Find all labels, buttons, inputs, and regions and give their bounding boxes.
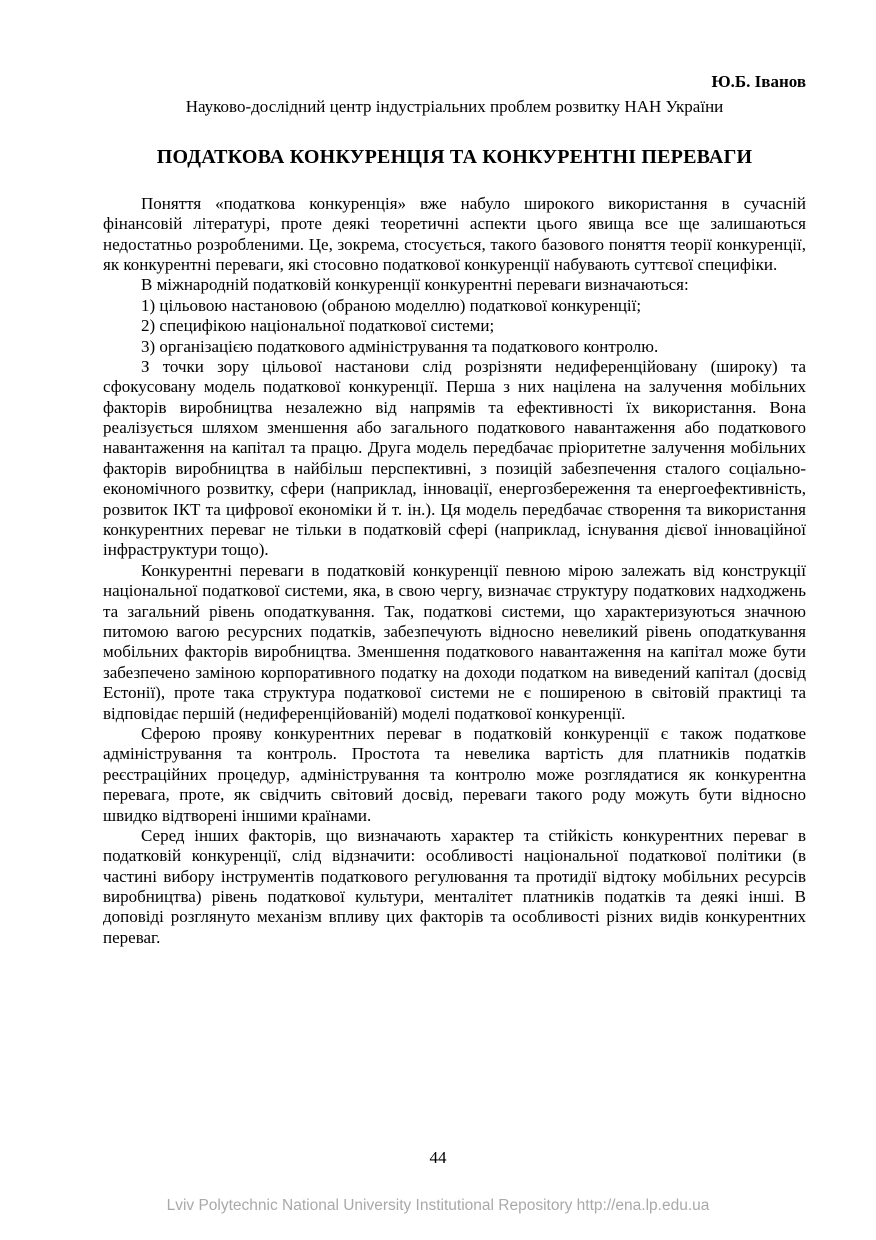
page-number: 44: [429, 1147, 447, 1167]
paragraph: Конкурентні переваги в податковій конкуренції певною мірою залежать від конструкції національної податкової системи, яка, в свою чергу, визначає структуру податкових надходжень та загальний рівень оподаткування. Так, податкові системи, що характеризуються значною питомою вагою ресурсних податків, забезпечують відносно невеликий рівень оподаткування мобільних факторів виробництва. Зменшення податкового навантаження на капітал може бути забезпечено заміною корпоративного податку на доходи податком на виведений капітал (досвід Естонії), проте така структура податкової системи не є поширеною в світовій практиці та відповідає першій (недиференційованій) моделі податкової конкуренції.: [103, 560, 806, 723]
paper-title: ПОДАТКОВА КОНКУРЕНЦІЯ ТА КОНКУРЕНТНІ ПЕРЕВАГИ: [156, 145, 753, 168]
paragraph: Сферою прояву конкурентних переваг в податковій конкуренції є також податкове адміністрування та контроль. Простота та невелика вартість для платників податків реєстраційних процедур, адміністрування та контролю може розглядатися як конкурентна перевага, проте, як свідчить світовий досвід, переваги такого роду можуть бути відносно швидко відтворені іншими країнами.: [103, 723, 806, 825]
list-item: 2) специфікою національної податкової системи;: [141, 316, 495, 336]
paragraph: З точки зору цільової настанови слід розрізняти недиференційовану (широку) та сфокусовану модель податкової конкуренції. Перша з них націлена на залучення мобільних факторів виробництва незалежно від напрямів та ефективності їх використання. Вона реалізується шляхом зменшення або загального податкового навантаження або податкового навантаження на капітал та працю. Друга модель передбачає пріоритетне залучення мобільних факторів виробництва в найбільш перспективні, з позицій забезпечення сталого соціально-економічного розвитку, сфери (наприклад, інновації, енергозбереження та енергоефективність, розвиток ІКТ та цифрової економіки й т. ін.). Ця модель передбачає створення та використання конкурентних переваг не тільки в податковій сфері (наприклад, існування дієвої інноваційної інфраструктури тощо).: [103, 356, 806, 560]
list-item: 1) цільовою настановою (обраною моделлю) податкової конкуренції;: [141, 295, 642, 315]
paragraph: Серед інших факторів, що визначають характер та стійкість конкурентних переваг в податковій конкуренції, слід відзначити: особливості національної податкової політики (в частині вибору інструментів податкового регулювання та протидії відтоку мобільних ресурсів виробництва) рівень податкової культури, менталітет платників податків та деякі інші. В доповіді розглянуто механізм впливу цих факторів та особливості різних видів конкурентних переваг.: [103, 825, 806, 947]
affiliation: Науково-дослідний центр індустріальних проблем розвитку НАН України: [185, 97, 724, 117]
numbered-list: [103, 296, 806, 357]
paragraph: В міжнародній податковій конкуренції конкурентні переваги визначаються:: [141, 275, 689, 295]
list-item: 3) організацією податкового адміністрування та податкового контролю.: [141, 336, 659, 356]
repository-footer: Lviv Polytechnic National University Institutional Repository http://ena.lp.edu.ua: [166, 1197, 710, 1215]
paragraph: Поняття «податкова конкуренція» вже набуло широкого використання в сучасній фінансовій літературі, проте деякі теоретичні аспекти цього явища все ще залишаються недостатньо розробленими. Це, зокрема, стосується, такого базового поняття теорії конкуренції, як конкурентні переваги, які стосовно податкової конкуренції набувають суттєвої специфіки.: [103, 193, 806, 274]
author: Ю.Б. Іванов: [711, 72, 806, 91]
